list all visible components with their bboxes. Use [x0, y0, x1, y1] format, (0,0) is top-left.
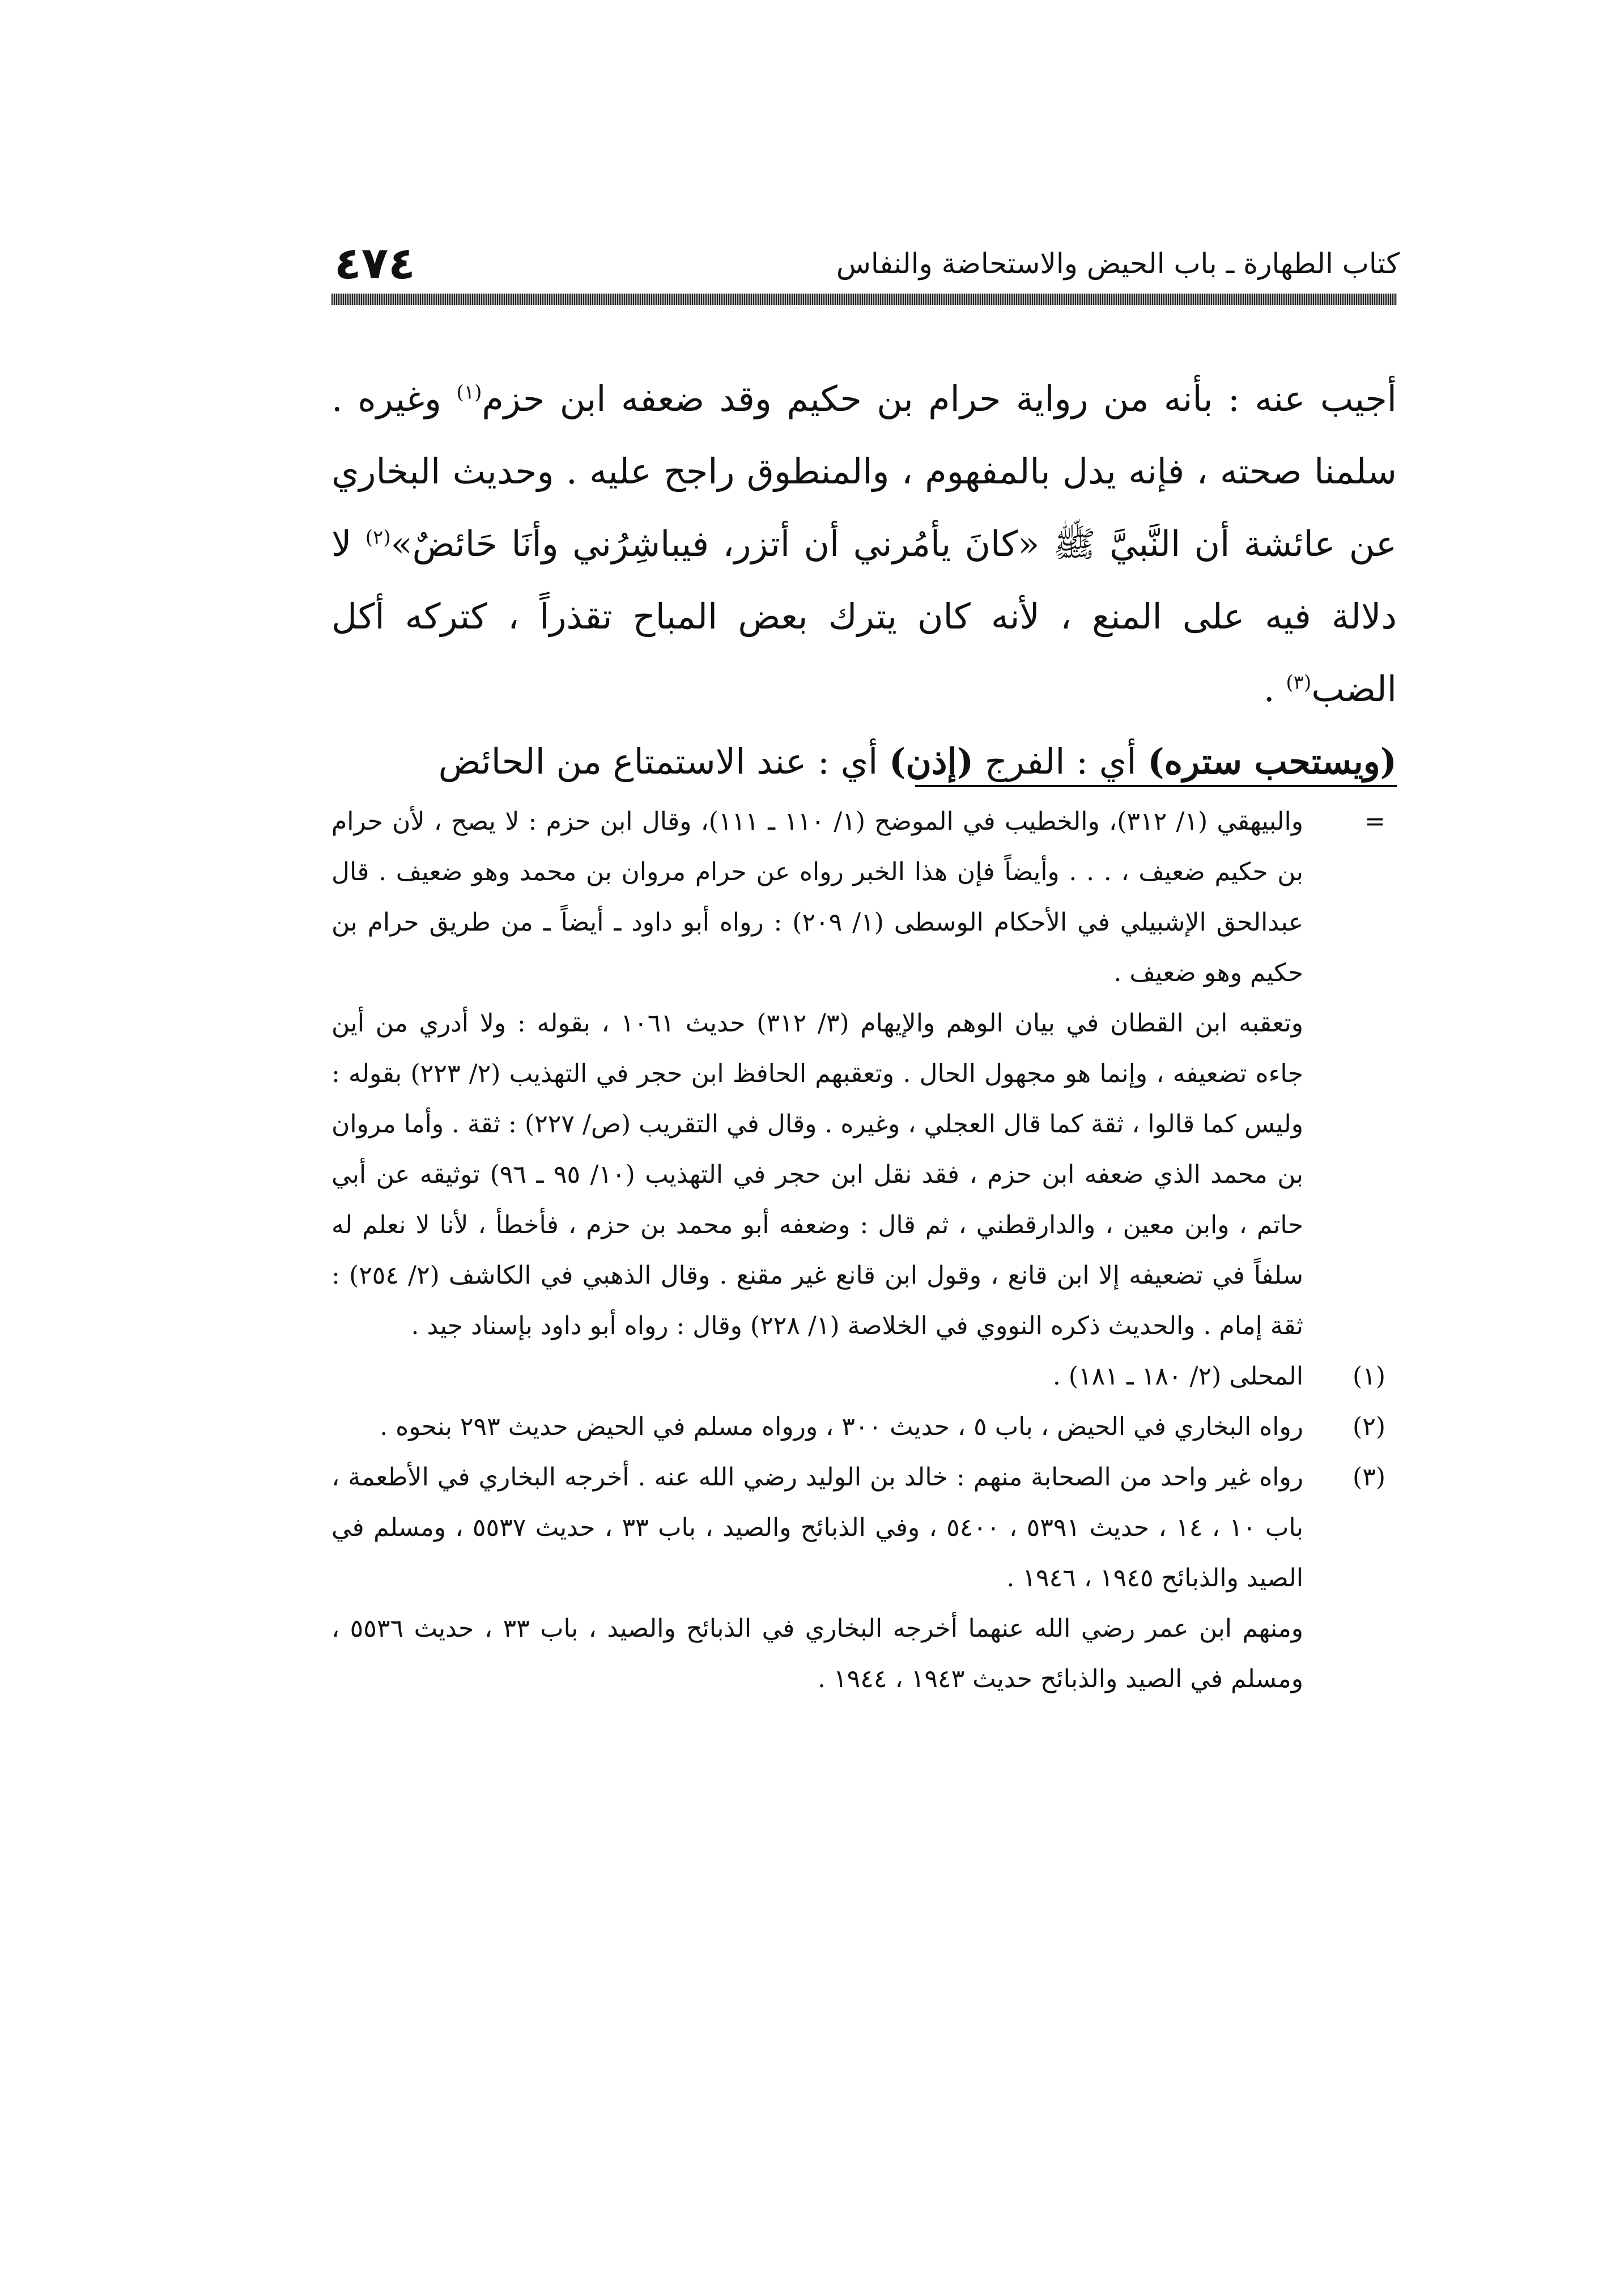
- footnote-ref-2: (٢): [365, 526, 391, 549]
- running-title: كتاب الطهارة ـ باب الحيض والاستحاضة والنفاس: [836, 247, 1400, 280]
- continuation-mark: =: [1364, 807, 1385, 836]
- page-number: ٤٧٤: [334, 238, 415, 289]
- text-run: وغيره . سلمنا صحته ، فإنه يدل بالمفهوم ، والمنطوق راجح عليه . وحديث البخاري عن عائشة أن النَّبيَّ ﷺ «كانَ يأمُرني أن أتزر، فيباشِرُني وأنَا حَائضٌ»: [331, 378, 1397, 564]
- matn-phrase: (ويستحب ستره): [1147, 741, 1397, 782]
- footnote-mark: (٣): [1353, 1463, 1385, 1492]
- text-run: لا دلالة فيه على المنع ، لأنه كان يترك بعض المباح تقذراً ، كتركه أكل الضب: [331, 523, 1397, 710]
- footnote-ref-3: (٣): [1286, 671, 1312, 694]
- footnote-separator: [915, 785, 1397, 787]
- footnote-line: المحلى (٢/ ١٨٠ ـ ١٨١) .: [1052, 1362, 1303, 1391]
- footnote-ref-1: (١): [456, 381, 482, 404]
- main-text: [331, 363, 1397, 798]
- text-run: .: [1263, 668, 1286, 710]
- text-run: أجيب عنه : بأنه من رواية حرام بن حكيم وقد ضعفه ابن حزم: [482, 378, 1397, 419]
- text-run: أي : الفرج: [973, 741, 1148, 782]
- footnote-3: [331, 1452, 1397, 1704]
- footnote-mark: (١): [1353, 1362, 1385, 1391]
- footnote-mark: (٢): [1353, 1412, 1385, 1441]
- text-run: أي : عند الاستمتاع من الحائض: [438, 741, 890, 782]
- footnote-line: وتعقبه ابن القطان في بيان الوهم والإيهام (٣/ ٣١٢) حديث ١٠٦١ ، بقوله : ولا أدري من أين جاءه تضعيفه ، وإنما هو مجهول الحال . وتعقبهم الحافظ ابن حجر في التهذيب (٢/ ٢٢٣) بقوله : وليس كما قالوا ، ثقة كما قال العجلي ، وغيره . وقال في التقريب (ص/ ٢٢٧) : ثقة . وأما مروان بن محمد الذي ضعفه ابن حزم ، فقد نقل ابن حجر في التهذيب (١٠/ ٩٥ ـ ٩٦) توثيقه عن أبي حاتم ، وابن معين ، والدارقطني ، ثم قال : وضعفه أبو محمد بن حزم ، فأخطأ ، لأنا لا نعلم له سلفاً في تضعيفه إلا ابن قانع ، وقول ابن قانع غير مقنع . وقال الذهبي في الكاشف (٢/ ٢٥٤) : ثقة إمام . والحديث ذكره النووي في الخلاصة (١/ ٢٢٨) وقال : رواه أبو داود بإسناد جيد .: [331, 1009, 1303, 1340]
- footnote-1: [331, 1351, 1397, 1402]
- footnote-2: [331, 1402, 1397, 1452]
- footnote-line: رواه البخاري في الحيض ، باب ٥ ، حديث ٣٠٠ ، ورواه مسلم في الحيض حديث ٢٩٣ بنحوه .: [380, 1412, 1303, 1441]
- matn-phrase: (إذن): [889, 741, 974, 782]
- footnote-line: رواه غير واحد من الصحابة منهم : خالد بن الوليد رضي الله عنه . أخرجه البخاري في الأطعمة ، باب ١٠ ، ١٤ ، حديث ٥٣٩١ ، ٥٤٠٠ ، وفي الذبائح والصيد ، باب ٣٣ ، حديث ٥٥٣٧ ، ومسلم في الصيد والذبائح ١٩٤٥ ، ١٩٤٦ .: [331, 1463, 1304, 1593]
- footnote-line: ومنهم ابن عمر رضي الله عنهما أخرجه البخاري في الذبائح والصيد ، باب ٣٣ ، حديث ٥٥٣٦ ، ومسلم في الصيد والذبائح حديث ١٩٤٣ ، ١٩٤٤ .: [331, 1614, 1304, 1693]
- main-paragraph-1: [331, 363, 1397, 725]
- footnotes: [331, 796, 1397, 1704]
- page-header: [329, 238, 1400, 300]
- header-rule: [331, 294, 1397, 305]
- footnote-line: والبيهقي (١/ ٣١٢)، والخطيب في الموضح (١/ ١١٠ ـ ١١١)، وقال ابن حزم : لا يصح ، لأن حرام بن حكيم ضعيف ، . . . وأيضاً فإن هذا الخبر رواه عن حرام مروان بن محمد وهو ضعيف . قال عبدالحق الإشبيلي في الأحكام الوسطى (١/ ٢٠٩) : رواه أبو داود ـ أيضاً ـ من طريق حرام بن حكيم وهو ضعيف .: [331, 807, 1303, 987]
- footnote-continuation: [331, 796, 1397, 1351]
